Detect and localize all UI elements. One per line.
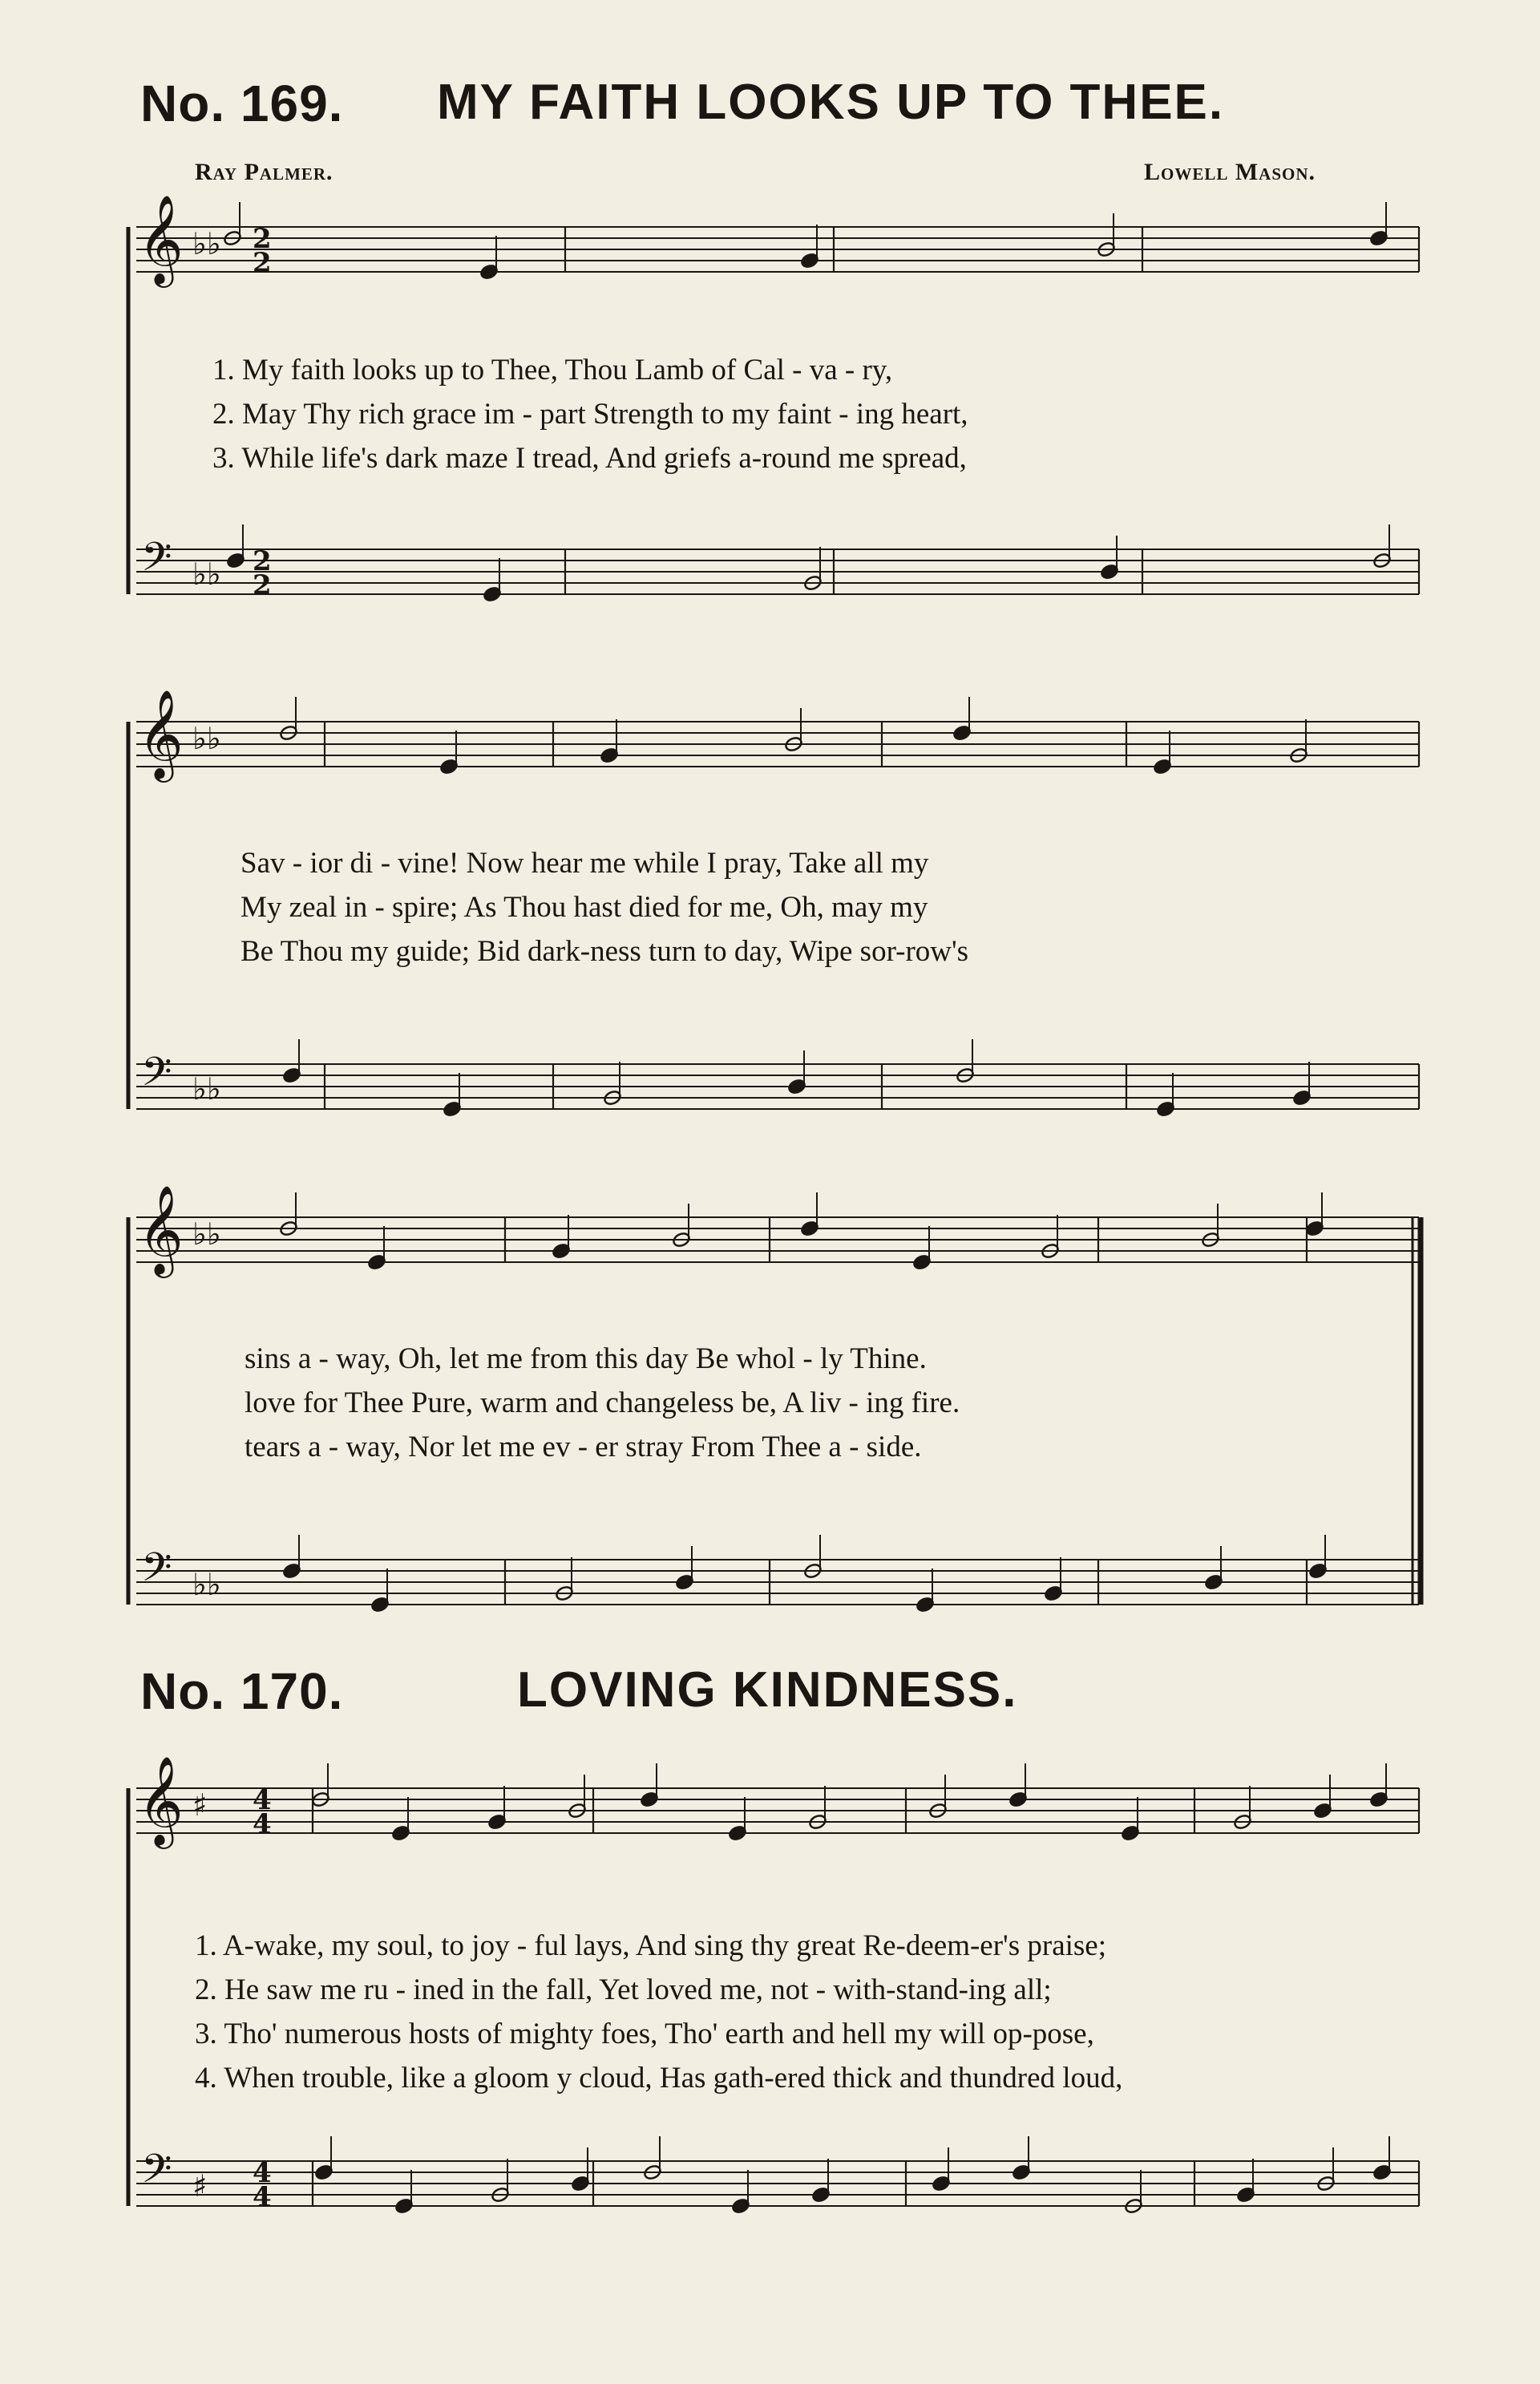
lyric-line: Be Thou my guide; Bid dark-ness turn to day, Wipe sor-row's xyxy=(240,935,969,968)
lyric-line: 1. My faith looks up to Thee, Thou Lamb of Cal - va - ry, xyxy=(212,354,893,387)
time-signature: 2 xyxy=(253,247,272,279)
time-signature: 4 xyxy=(253,1784,272,1816)
time-signature: 2 xyxy=(253,223,272,255)
key-signature-icon: ♭♭ xyxy=(192,1071,221,1107)
treble-staff xyxy=(136,1217,1419,1262)
lyric-line: 4. When trouble, like a gloom y cloud, Has gath-ered thick and thundred loud, xyxy=(195,2062,1123,2095)
lyric-line: Sav - ior di - vine! Now hear me while I pray, Take all my xyxy=(240,847,929,880)
lyric-line: 2. May Thy rich grace im - part Strength to my faint - ing heart, xyxy=(212,398,968,431)
treble-clef-icon: 𝄞 xyxy=(138,194,184,284)
time-signature: 4 xyxy=(253,2181,272,2213)
lyric-line: 1. A-wake, my soul, to joy - ful lays, And sing thy great Re-deem-er's praise; xyxy=(195,1929,1106,1962)
time-signature: 2 xyxy=(253,569,272,601)
bass-clef-icon: 𝄢 xyxy=(141,2146,172,2202)
hymn-title: LOVING KINDNESS. xyxy=(517,1662,1018,1718)
treble-clef-icon: 𝄞 xyxy=(138,1184,184,1274)
time-signature: 4 xyxy=(253,1808,272,1840)
lyric-line: tears a - way, Nor let me ev - er stray From Thee a - side. xyxy=(245,1431,922,1463)
lyric-line: sins a - way, Oh, let me from this day Be whol - ly Thine. xyxy=(245,1342,927,1375)
hymn-number: No. 169. xyxy=(140,75,344,132)
bass-clef-icon: 𝄢 xyxy=(141,534,172,590)
hymn-number: No. 170. xyxy=(140,1662,344,1720)
key-signature-icon: ♭♭ xyxy=(192,721,221,756)
key-signature-icon: ♭♭ xyxy=(192,226,221,261)
bass-staff xyxy=(136,549,1419,594)
key-signature-icon: ♯ xyxy=(192,1787,208,1823)
treble-staff xyxy=(136,722,1419,767)
lyricist-credit: Ray Palmer. xyxy=(195,159,333,185)
time-signature: 4 xyxy=(253,2157,272,2189)
treble-staff xyxy=(136,227,1419,272)
key-signature-icon: ♭♭ xyxy=(192,1216,221,1252)
key-signature-icon: ♯ xyxy=(192,2168,208,2204)
lyric-line: 2. He saw me ru - ined in the fall, Yet loved me, not - with-stand-ing all; xyxy=(195,1973,1052,2006)
bass-staff xyxy=(136,1064,1419,1109)
bass-clef-icon: 𝄢 xyxy=(141,1049,172,1105)
treble-clef-icon: 𝄞 xyxy=(138,689,184,779)
hymn-title: MY FAITH LOOKS UP TO THEE. xyxy=(437,75,1225,130)
time-signature: 2 xyxy=(253,545,272,577)
treble-clef-icon: 𝄞 xyxy=(138,1755,184,1845)
lyric-line: 3. Tho' numerous hosts of mighty foes, Tho' earth and hell my will op-pose, xyxy=(195,2018,1094,2050)
key-signature-icon: ♭♭ xyxy=(192,557,221,592)
bass-staff xyxy=(136,1560,1419,1605)
lyric-line: My zeal in - spire; As Thou hast died for me, Oh, may my xyxy=(240,891,928,924)
lyric-line: love for Thee Pure, warm and changeless be, A liv - ing fire. xyxy=(245,1386,960,1419)
lyric-line: 3. While life's dark maze I tread, And griefs a-round me spread, xyxy=(212,442,967,475)
bass-clef-icon: 𝄢 xyxy=(141,1544,172,1601)
key-signature-icon: ♭♭ xyxy=(192,1567,221,1602)
composer-credit: Lowell Mason. xyxy=(1144,159,1316,185)
